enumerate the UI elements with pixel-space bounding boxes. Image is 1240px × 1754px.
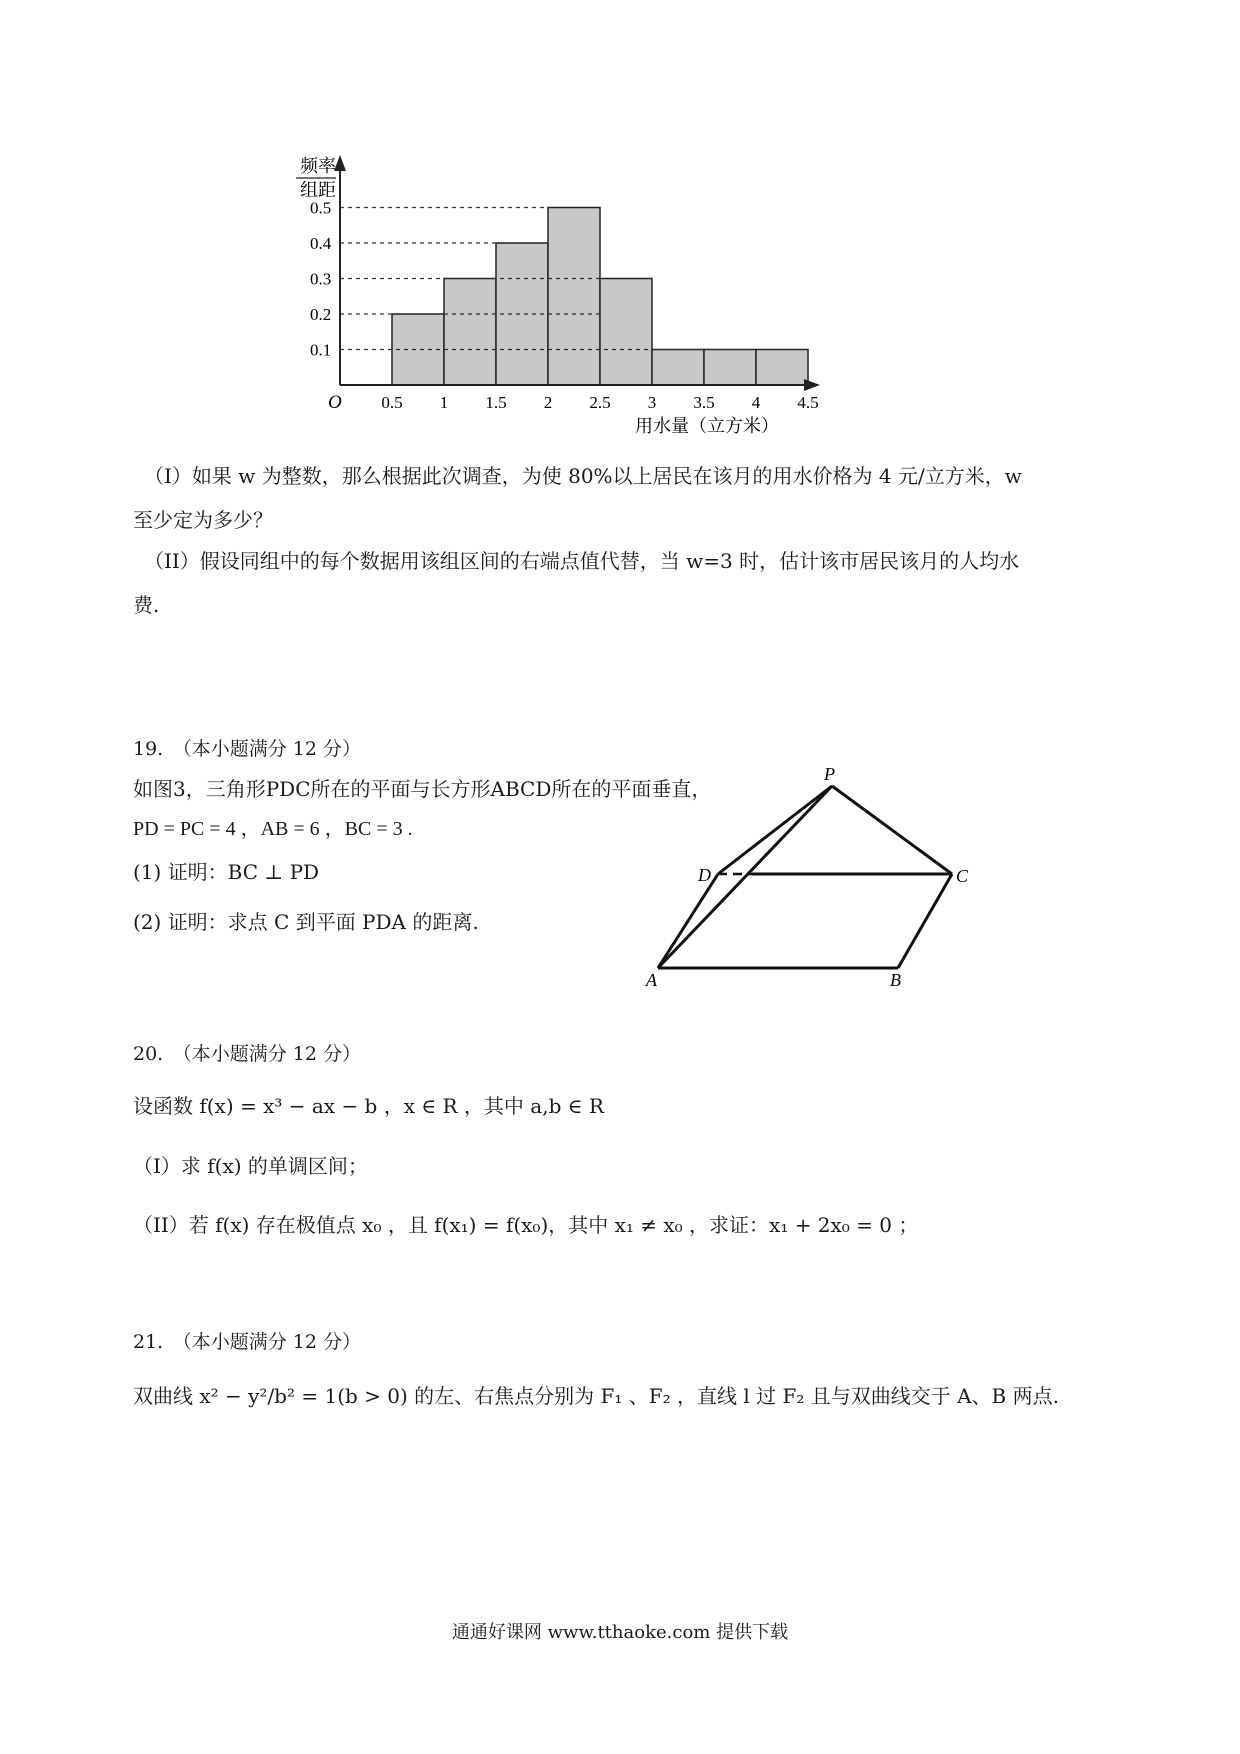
q19-line2: PD = PC = 4 ，AB = 6 ，BC = 3 . xyxy=(133,818,413,840)
q20-header: 20. （本小题满分 12 分） xyxy=(133,1043,361,1065)
y-tick-label: 0.3 xyxy=(310,269,332,289)
histogram-bar xyxy=(444,279,496,386)
x-axis-arrow-icon xyxy=(804,379,820,391)
vertex-label-C: C xyxy=(956,866,969,886)
histogram-bar xyxy=(652,350,704,386)
q20-part2: （II）若 f(x) 存在极值点 x₀ ，且 f(x₁) = f(x₀)，其中 x₁ ≠ x₀ ，求证：x₁ + 2x₀ = 0 ； xyxy=(133,1213,919,1237)
edge-PA xyxy=(658,786,832,968)
x-tick-label: 2.5 xyxy=(589,393,611,412)
q18-part2-line2: 费. xyxy=(133,593,160,617)
origin-label: O xyxy=(328,392,342,413)
q19-header: 19. （本小题满分 12 分） xyxy=(133,738,361,760)
histogram-bar xyxy=(704,350,756,386)
x-tick-labels xyxy=(381,393,818,412)
y-axis-label-bottom: 组距 xyxy=(300,180,336,200)
y-tick-label: 0.1 xyxy=(310,340,332,360)
q19-item2: (2) 证明：求点 C 到平面 PDA 的距离. xyxy=(133,910,479,934)
y-tick-label: 0.4 xyxy=(310,234,332,253)
water-usage-histogram xyxy=(290,150,850,450)
edge-PD xyxy=(718,786,832,874)
edge-PC xyxy=(832,786,952,874)
vertex-label-B: B xyxy=(890,970,901,990)
x-tick-label: 3.5 xyxy=(693,393,715,412)
y-tick-labels xyxy=(310,199,332,360)
y-tick-label: 0.2 xyxy=(310,305,332,324)
x-tick-label: 4 xyxy=(751,393,761,412)
x-tick-label: 0.5 xyxy=(381,393,403,412)
q19-item1: (1) 证明：BC ⊥ PD xyxy=(133,860,320,884)
x-tick-label: 3 xyxy=(647,393,657,412)
vertex-label-P: P xyxy=(824,764,835,784)
histogram-bar xyxy=(600,279,652,386)
q19-line1: 如图3，三角形PDC所在的平面与长方形ABCD所在的平面垂直， xyxy=(133,777,712,801)
q21-header: 21. （本小题满分 12 分） xyxy=(133,1331,361,1353)
q20-line1: 设函数 f(x) = x³ − ax − b ，x ∈ R ，其中 a,b ∈ R xyxy=(133,1094,604,1118)
q20-part1: （I）求 f(x) 的单调区间； xyxy=(133,1154,368,1178)
edge-BC xyxy=(898,874,952,968)
q18-part1-line1: （I）如果 w 为整数，那么根据此次调查，为使 80%以上居民在该月的用水价格为 4 元/立方米，w xyxy=(144,464,1022,488)
x-tick-label: 2 xyxy=(543,393,553,412)
q18-part1-line2: 至少定为多少？ xyxy=(133,508,273,532)
x-tick-label: 1.5 xyxy=(485,393,507,412)
y-axis-label-top: 频率 xyxy=(300,156,336,176)
x-tick-label: 4.5 xyxy=(797,393,819,412)
page-footer: 通通好课网 www.tthaoke.com 提供下载 xyxy=(451,1622,789,1643)
x-tick-label: 1 xyxy=(439,393,449,412)
y-tick-label: 0.5 xyxy=(310,198,332,218)
q21-line1: 双曲线 x² − y²/b² = 1(b > 0) 的左、右焦点分别为 F₁ 、F₂ ，直线 l 过 F₂ 且与双曲线交于 A、B 两点. xyxy=(133,1384,1059,1408)
x-axis-label: 用水量（立方米） xyxy=(635,416,779,436)
q18-part2-line1: （II）假设同组中的每个数据用该组区间的右端点值代替，当 w=3 时，估计该市居民该月的人均水 xyxy=(144,549,1020,573)
vertex-label-A: A xyxy=(646,970,657,990)
edge-AD xyxy=(658,874,718,968)
histogram-bars xyxy=(392,208,808,386)
histogram-bar xyxy=(548,208,600,386)
vertex-label-D: D xyxy=(698,865,711,885)
figure-3-pyramid xyxy=(640,760,980,1000)
histogram-bar xyxy=(756,350,808,386)
